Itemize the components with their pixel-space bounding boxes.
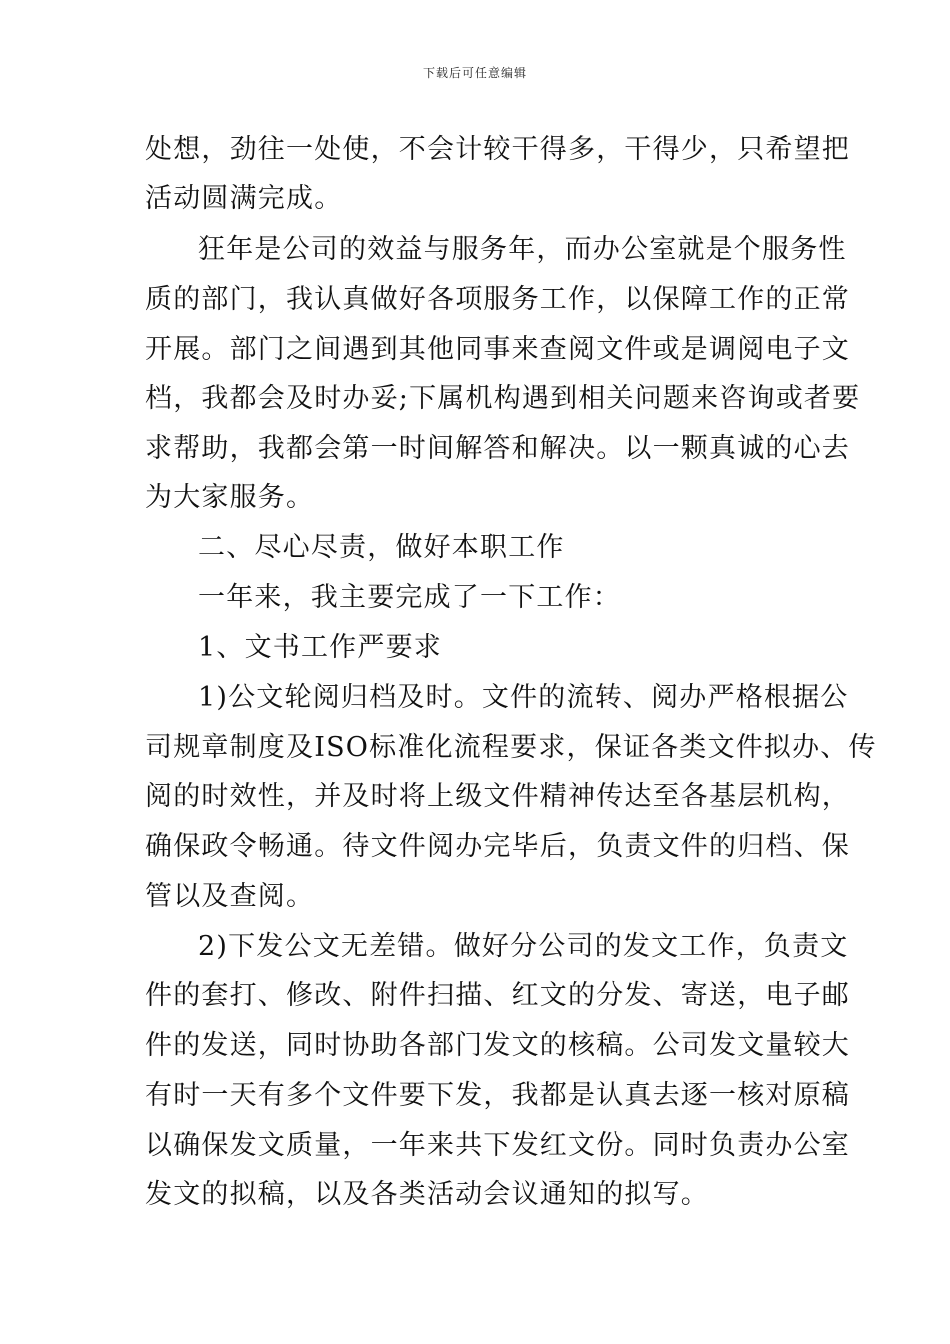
body-line: 管以及查阅。: [145, 881, 315, 912]
body-line: 司规章制度及ISO标准化流程要求，保证各类文件拟办、传: [145, 732, 877, 763]
body-line: 活动圆满完成。: [145, 183, 343, 214]
body-line: 质的部门，我认真做好各项服务工作，以保障工作的正常: [145, 284, 850, 315]
body-line: 确保政令畅通。待文件阅办完毕后，负责文件的归档、保: [145, 831, 850, 862]
section-heading: 二、尽心尽责，做好本职工作: [198, 532, 565, 563]
paragraph-first-line: 狂年是公司的效益与服务年，而办公室就是个服务性: [198, 234, 847, 265]
body-line: 件的套打、修改、附件扫描、红文的分发、寄送，电子邮: [145, 980, 850, 1011]
body-line: 有时一天有多个文件要下发，我都是认真去逐一核对原稿: [145, 1080, 850, 1111]
header-note: 下载后可任意编辑: [422, 66, 527, 80]
paragraph-first-line: 2)下发公文无差错。做好分公司的发文工作，负责文: [198, 931, 849, 962]
body-line: 开展。部门之间遇到其他同事来查阅文件或是调阅电子文: [145, 334, 850, 365]
paragraph-first-line: 1)公文轮阅归档及时。文件的流转、阅办严格根据公: [198, 682, 849, 713]
body-line: 为大家服务。: [145, 482, 315, 513]
body-line: 处想，劲往一处使，不会计较干得多，干得少，只希望把: [145, 134, 850, 165]
body-line: 发文的拟稿，以及各类活动会议通知的拟写。: [145, 1179, 709, 1210]
paragraph-first-line: 一年来，我主要完成了一下工作：: [198, 582, 621, 613]
subsection-heading: 1、文书工作严要求: [198, 632, 442, 663]
body-line: 档，我都会及时办妥;下属机构遇到相关问题来咨询或者要: [145, 383, 861, 414]
body-line: 以确保发文质量，一年来共下发红文份。同时负责办公室: [145, 1130, 850, 1161]
body-line: 阅的时效性，并及时将上级文件精神传达至各基层机构，: [145, 781, 850, 812]
body-line: 求帮助，我都会第一时间解答和解决。以一颗真诚的心去: [145, 433, 850, 464]
body-line: 件的发送，同时协助各部门发文的核稿。公司发文量较大: [145, 1030, 850, 1061]
